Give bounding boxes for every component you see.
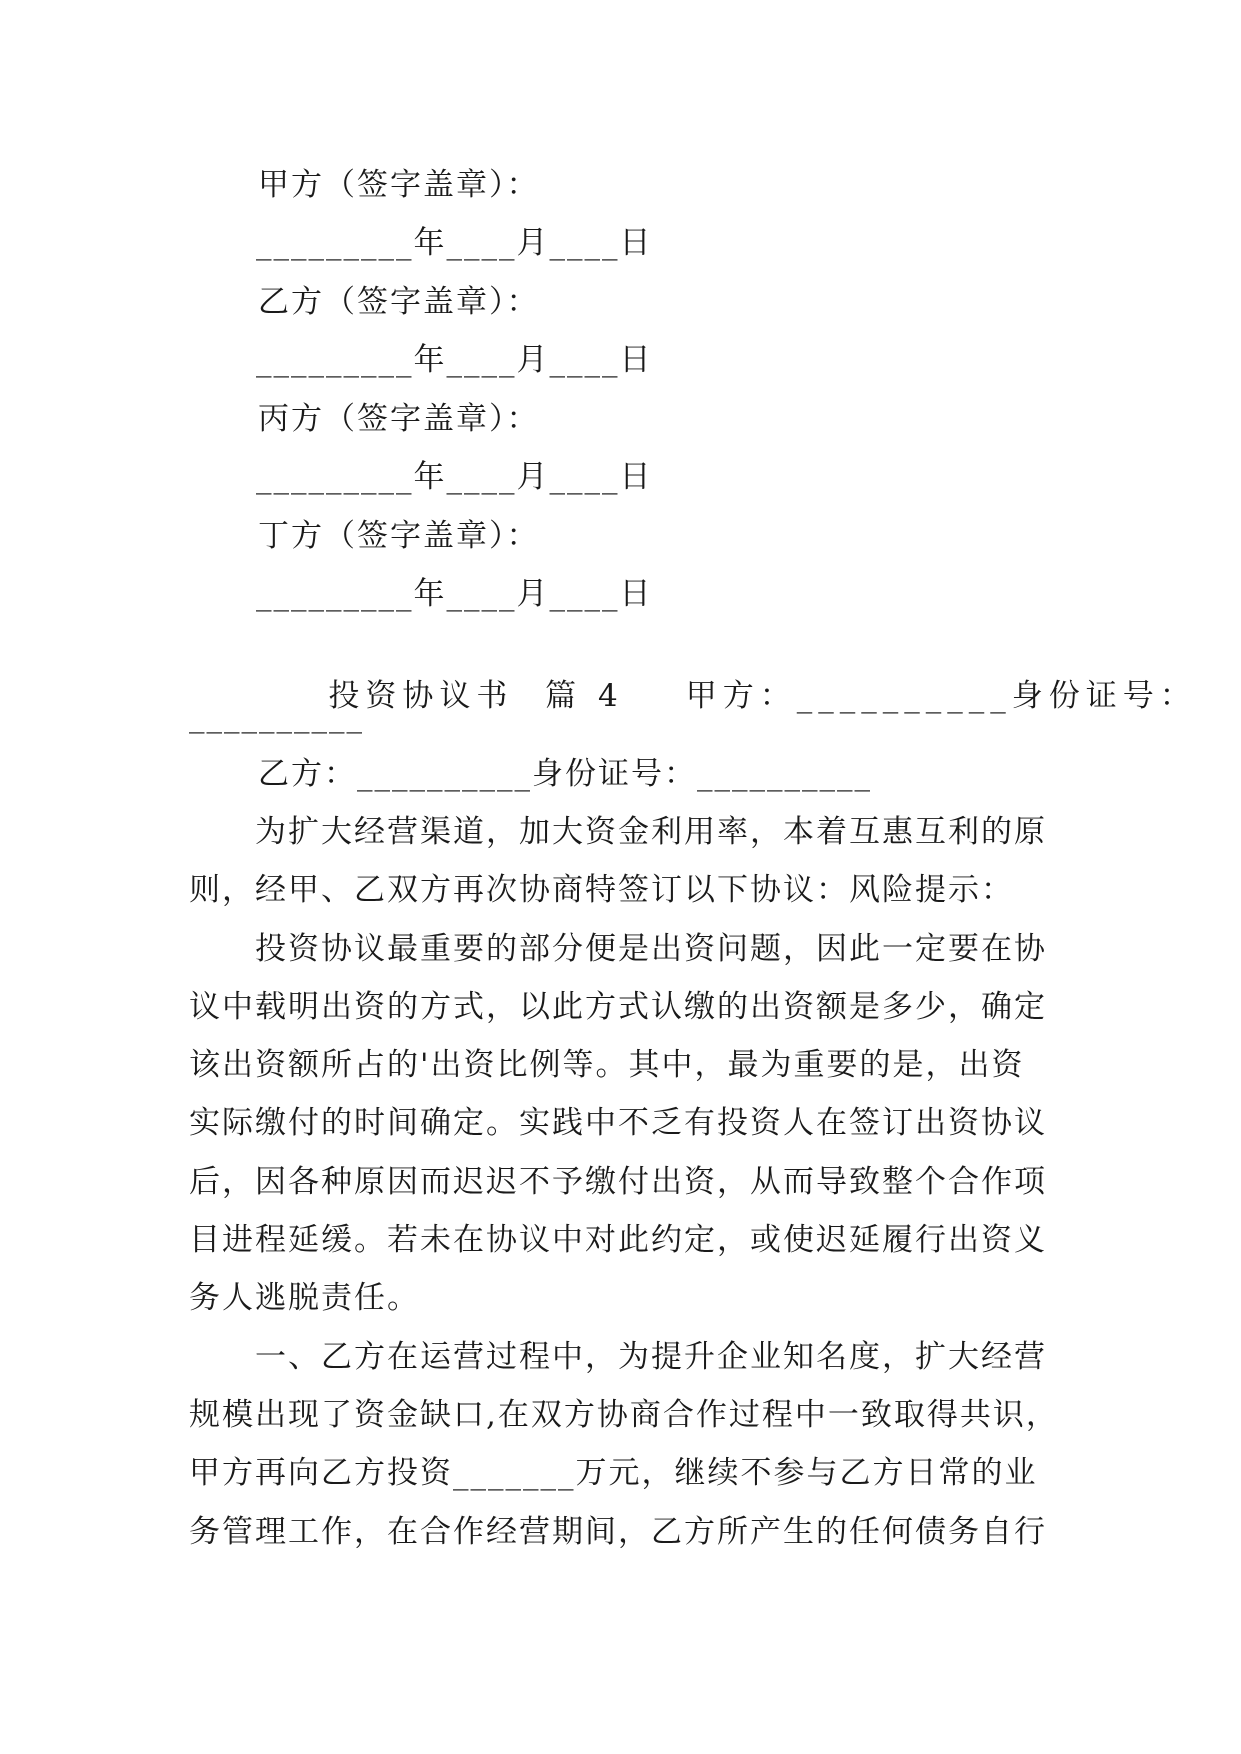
paragraph-line: 实际缴付的时间确定。实践中不乏有投资人在签订出资协议 [189, 1105, 1047, 1141]
party-d-date-line: _________年____月____日 [256, 576, 653, 612]
paragraph-line: 务人逃脱责任。 [189, 1280, 420, 1316]
paragraph-line: 后，因各种原因而迟迟不予缴付出资，从而导致整个合作项 [189, 1164, 1047, 1200]
party-c-signature-label: 丙方（签字盖章）： [258, 401, 540, 437]
party-a-id-blank: __________ [189, 698, 364, 734]
section-title: 投资协议书 篇 4 [328, 678, 624, 714]
paragraph-line: 一、乙方在运营过程中，为提升企业知名度，扩大经营 [189, 1339, 1047, 1375]
party-a-date-line: _________年____月____日 [256, 225, 653, 261]
party-a-id-line: 甲方：__________身份证号： [685, 678, 1197, 714]
paragraph-line: 议中载明出资的方式，以此方式认缴的出资额是多少，确定 [189, 989, 1047, 1025]
paragraph-line: 投资协议最重要的部分便是出资问题，因此一定要在协 [189, 931, 1047, 967]
party-a-signature-label: 甲方（签字盖章）： [258, 167, 540, 203]
section-heading [265, 636, 1197, 756]
paragraph-line: 目进程延缓。若未在协议中对此约定，或使迟延履行出资义 [189, 1222, 1047, 1258]
party-b-date-line: _________年____月____日 [256, 342, 653, 378]
party-b-id-line: 乙方：__________身份证号：__________ [258, 756, 872, 792]
paragraph-line: 则，经甲、乙双方再次协商特签订以下协议：风险提示： [189, 872, 1014, 908]
party-d-signature-label: 丁方（签字盖章）： [258, 518, 540, 554]
paragraph-line: 为扩大经营渠道，加大资金利用率，本着互惠互利的原 [189, 814, 1047, 850]
party-c-date-line: _________年____月____日 [256, 459, 653, 495]
paragraph-line: 务管理工作，在合作经营期间，乙方所产生的任何债务自行 [189, 1514, 1047, 1550]
paragraph-line: 甲方再向乙方投资_______万元，继续不参与乙方日常的业 [189, 1455, 1038, 1491]
party-b-signature-label: 乙方（签字盖章）： [258, 284, 540, 320]
paragraph-line: 规模出现了资金缺口,在双方协商合作过程中一致取得共识， [189, 1397, 1059, 1433]
paragraph-line: 该出资额所占的'出资比例等。其中，最为重要的是，出资 [189, 1047, 1025, 1083]
